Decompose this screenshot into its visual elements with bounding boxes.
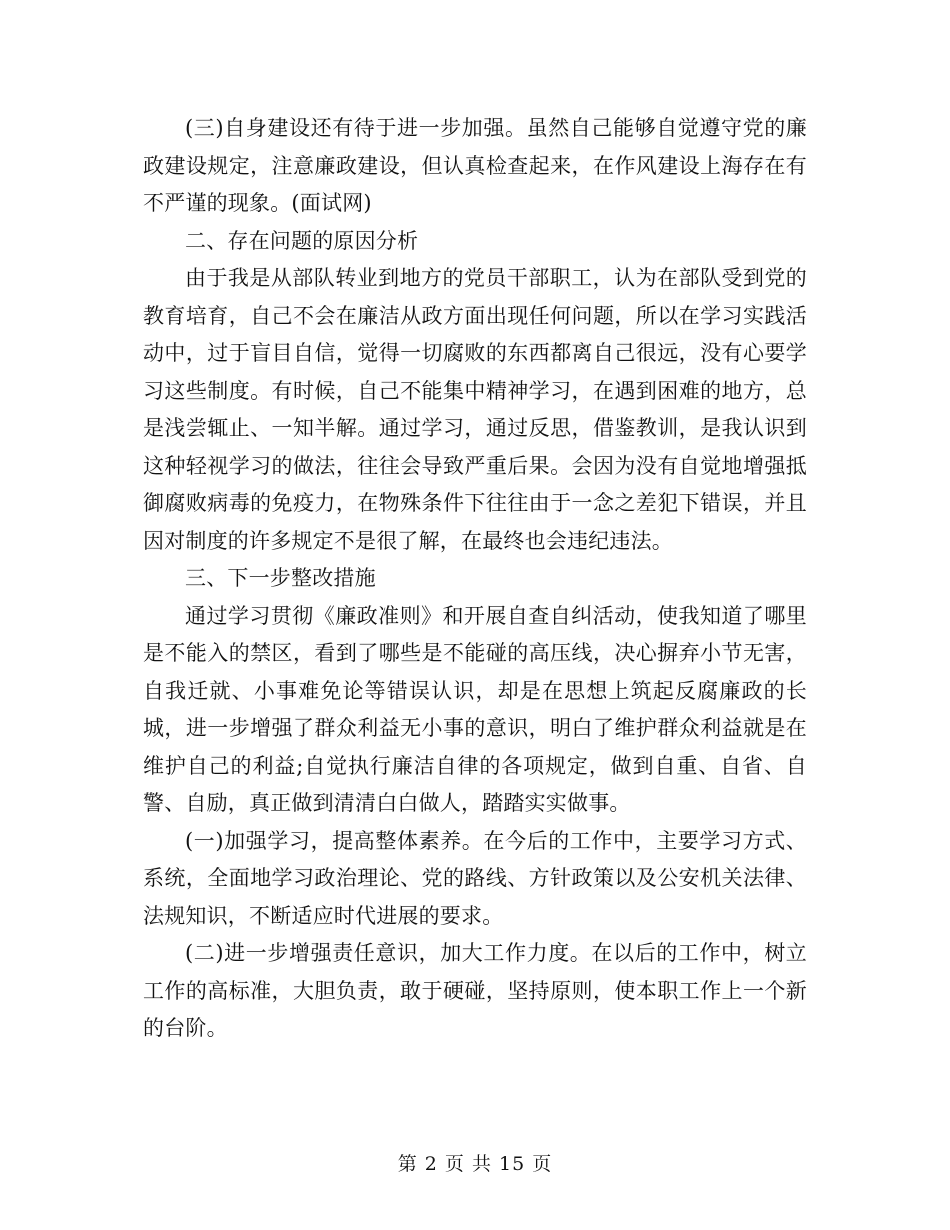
- paragraph-strengthen-learning: (一)加强学习，提高整体素养。在今后的工作中，主要学习方式、系统，全面地学习政治理论、党的路线、方针政策以及公安机关法律、法规知识，不断适应时代进展的要求。: [143, 828, 807, 928]
- section-heading-rectification: 三、下一步整改措施: [185, 566, 376, 590]
- page-footer: [0, 1152, 950, 1176]
- footer-middle: 页 共: [444, 1153, 492, 1175]
- paragraph-self-building: (三)自身建设还有待于进一步加强。虽然自己能够自觉遵守党的廉政建设规定，注意廉政建设，但认真检查起来，在作风建设上海存在有不严谨的现象。(面试网): [143, 116, 807, 215]
- footer-suffix: 页: [532, 1153, 553, 1175]
- footer-page-number: 2: [424, 1153, 438, 1175]
- section-heading-cause-analysis: 二、存在问题的原因分析: [185, 228, 419, 253]
- footer-total-pages: 15: [499, 1153, 526, 1175]
- paragraph-rectification-intro: 通过学习贯彻《廉政准则》和开展自查自纠活动，使我知道了哪里是不能入的禁区，看到了哪些是不能碰的高压线，决心摒弃小节无害，自我迁就、小事难免论等错误认识，却是在思想上筑起反腐廉政的长城，进一步增强了群众利益无小事的意识，明白了维护群众利益就是在维护自己的利益;自觉执行廉洁自律的各项规定，做到自重、自省、自警、自励，真正做到清清白白做人，踏踏实实做事。: [143, 603, 807, 815]
- document-body: [143, 110, 807, 1048]
- paragraph-cause-analysis: 由于我是从部队转业到地方的党员干部职工，认为在部队受到党的教育培育，自己不会在廉洁从政方面出现任何问题，所以在学习实践活动中，过于盲目自信，觉得一切腐败的东西都离自己很远，没有心要学习这些制度。有时候，自己不能集中精神学习，在遇到困难的地方，总是浅尝辄止、一知半解。通过学习，通过反思，借鉴教训，是我认识到这种轻视学习的做法，往往会导致严重后果。会因为没有自觉地增强抵御腐败病毒的免疫力，在物殊条件下往往由于一念之差犯下错误，并且因对制度的许多规定不是很了解，在最终也会违纪违法。: [143, 266, 807, 553]
- footer-prefix: 第: [397, 1153, 418, 1175]
- paragraph-responsibility: (二)进一步增强责任意识，加大工作力度。在以后的工作中，树立工作的高标准，大胆负责，敢于硬碰，坚持原则，使本职工作上一个新的台阶。: [143, 941, 807, 1040]
